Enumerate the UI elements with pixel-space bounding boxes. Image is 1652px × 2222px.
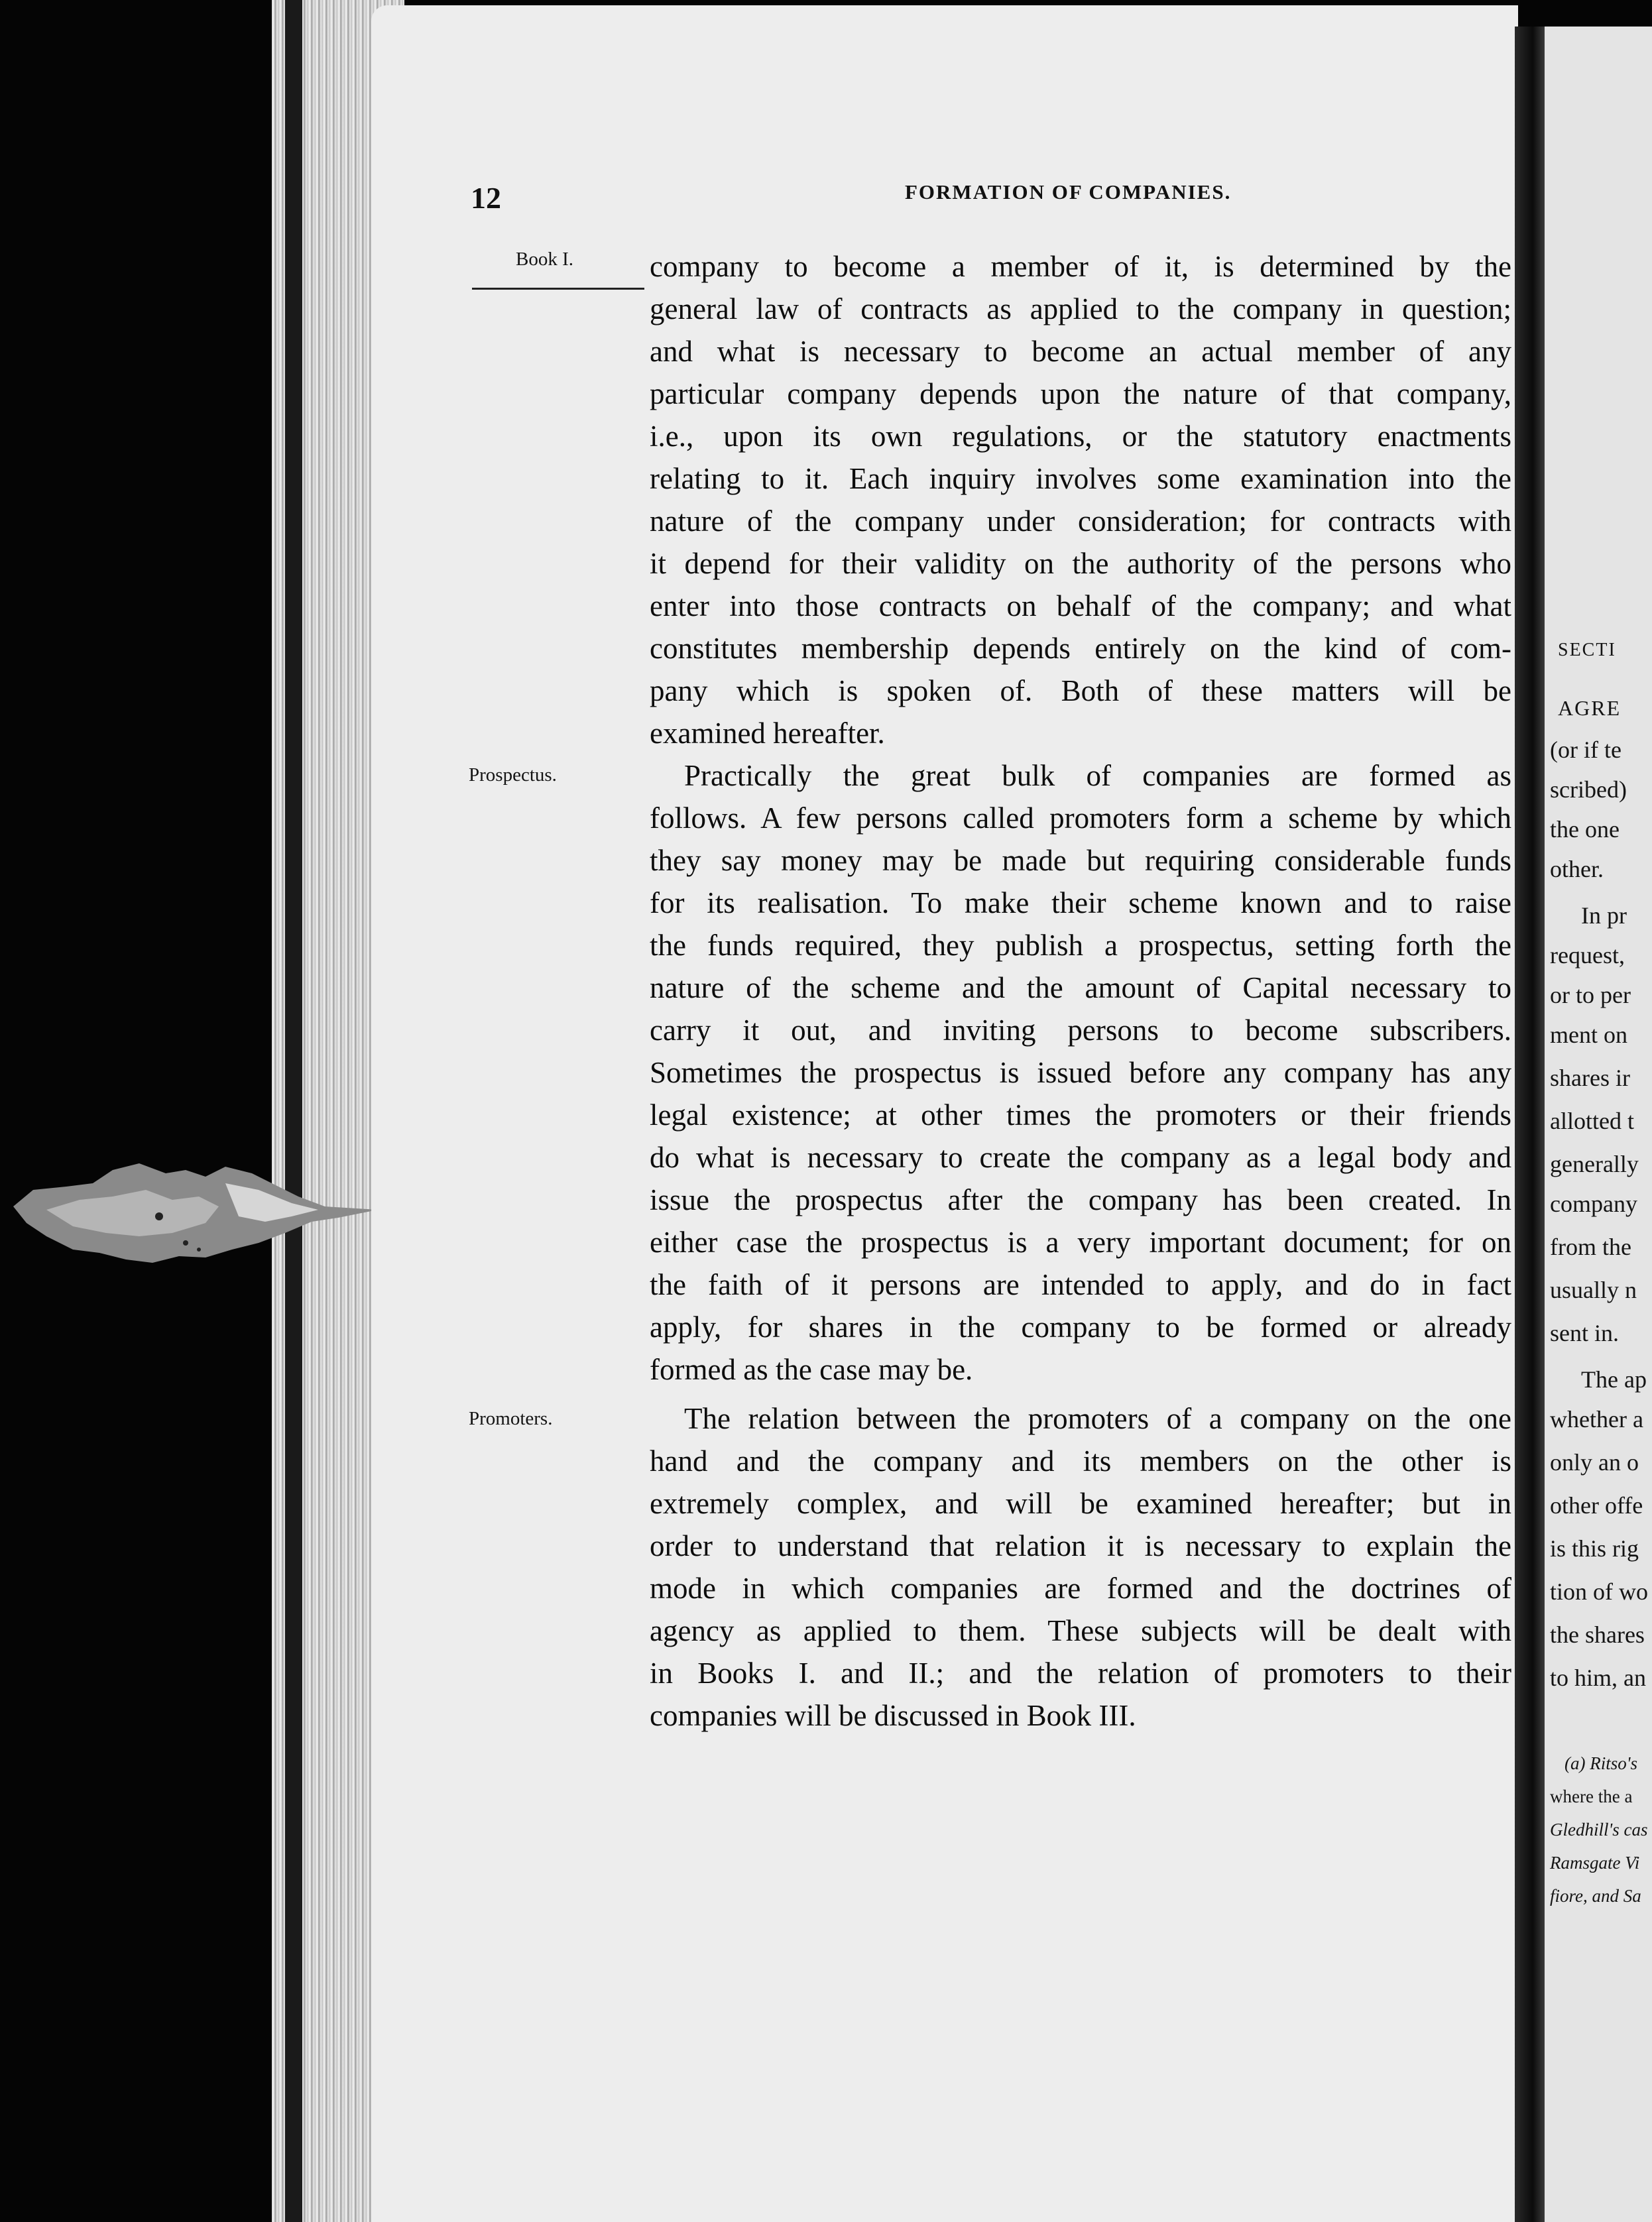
body-line: extremely complex, and will be examined hereafter; but in [650, 1487, 1511, 1520]
body-line: i.e., upon its own regulations, or the statutory enactments [650, 420, 1511, 453]
facing-footnote: where the a [1550, 1786, 1633, 1806]
facing-line: other. [1550, 856, 1604, 882]
facing-line: is this rig [1550, 1535, 1639, 1562]
body-line: nature of the company under consideration; for contracts with [650, 504, 1511, 538]
facing-line: to him, an [1550, 1665, 1646, 1691]
facing-line: the one [1550, 816, 1620, 843]
torn-paper-scrap [7, 1143, 378, 1276]
facing-footnote: Ramsgate Vi [1550, 1853, 1640, 1873]
body-line: carry it out, and inviting persons to become subscribers. [650, 1014, 1511, 1047]
sidenote-promoters: Promoters. [469, 1408, 553, 1429]
facing-line: only an o [1550, 1449, 1639, 1476]
sidenote-prospectus: Prospectus. [469, 764, 557, 786]
facing-line: generally [1550, 1151, 1639, 1177]
body-line: constitutes membership depends entirely on the kind of com- [650, 632, 1511, 665]
facing-line: AGRE [1558, 696, 1622, 720]
body-line: general law of contracts as applied to the company in question; [650, 292, 1511, 325]
facing-line: from the [1550, 1234, 1631, 1260]
facing-line: ment on [1550, 1022, 1627, 1048]
body-line: Practically the great bulk of companies are formed as [684, 759, 1511, 792]
body-line: it depend for their validity on the authority of the persons who [650, 547, 1511, 580]
body-line: The relation between the promoters of a company on the one [684, 1402, 1511, 1435]
body-line: issue the prospectus after the company has been created. In [650, 1183, 1511, 1216]
body-line: particular company depends upon the nature of that company, [650, 377, 1511, 410]
facing-footnote: fiore, and Sa [1550, 1886, 1641, 1906]
body-line: companies will be discussed in Book III. [650, 1699, 1136, 1732]
body-line: legal existence; at other times the promoters or their friends [650, 1098, 1511, 1132]
facing-line: (or if te [1550, 736, 1622, 763]
body-line: the funds required, they publish a prospectus, setting forth the [650, 929, 1511, 962]
body-line: company to become a member of it, is determined by the [650, 250, 1511, 283]
body-line: mode in which companies are formed and the doctrines of [650, 1572, 1511, 1605]
body-line: examined hereafter. [650, 717, 885, 750]
facing-line: tion of wo [1550, 1578, 1648, 1605]
running-head: FORMATION OF COMPANIES. [905, 180, 1232, 204]
body-line: and what is necessary to become an actual member of any [650, 335, 1511, 368]
facing-line: other offe [1550, 1492, 1643, 1519]
facing-line: In pr [1581, 902, 1627, 929]
body-line: for its realisation. To make their scheme known and to raise [650, 886, 1511, 919]
body-line: pany which is spoken of. Both of these matters will be [650, 674, 1511, 707]
body-line: do what is necessary to create the company as a legal body and [650, 1141, 1511, 1174]
facing-line: usually n [1550, 1277, 1637, 1303]
body-line: in Books I. and II.; and the relation of promoters to their [650, 1657, 1511, 1690]
body-line: nature of the scheme and the amount of Capital necessary to [650, 971, 1511, 1004]
body-line: relating to it. Each inquiry involves some examination into the [650, 462, 1511, 495]
body-line: apply, for shares in the company to be formed or already [650, 1311, 1511, 1344]
sidenote-book: Book I. [516, 249, 573, 270]
body-line: enter into those contracts on behalf of the company; and what [650, 589, 1511, 622]
facing-line: sent in. [1550, 1320, 1619, 1346]
body-line: they say money may be made but requiring considerable funds [650, 844, 1511, 877]
facing-page [1545, 27, 1652, 2222]
facing-line: SECTI [1558, 640, 1616, 660]
body-line: either case the prospectus is a very important document; for on [650, 1226, 1511, 1259]
page-edge-shadow [285, 0, 302, 2222]
facing-footnote: (a) Ritso's [1564, 1753, 1638, 1773]
body-line: Sometimes the prospectus is issued before any company has any [650, 1056, 1511, 1089]
body-line: order to understand that relation it is necessary to explain the [650, 1529, 1511, 1562]
body-line: hand and the company and its members on the other is [650, 1444, 1511, 1478]
facing-line: company [1550, 1191, 1637, 1217]
facing-line: scribed) [1550, 776, 1627, 803]
facing-line: the shares [1550, 1621, 1645, 1648]
body-line: formed as the case may be. [650, 1353, 973, 1386]
book-gutter [1515, 27, 1545, 2222]
body-line: follows. A few persons called promoters form a scheme by which [650, 801, 1511, 835]
facing-line: shares ir [1550, 1065, 1630, 1091]
facing-line: The ap [1581, 1366, 1647, 1393]
facing-line: allotted t [1550, 1108, 1634, 1134]
facing-line: or to per [1550, 982, 1631, 1008]
facing-line: whether a [1550, 1406, 1643, 1433]
facing-footnote: Gledhill's cas [1550, 1820, 1648, 1840]
facing-line: request, [1550, 942, 1625, 968]
body-line: the faith of it persons are intended to apply, and do in fact [650, 1268, 1511, 1301]
page-number: 12 [471, 181, 501, 215]
sidenote-rule [472, 288, 644, 290]
body-line: agency as applied to them. These subjects will be dealt with [650, 1614, 1511, 1647]
